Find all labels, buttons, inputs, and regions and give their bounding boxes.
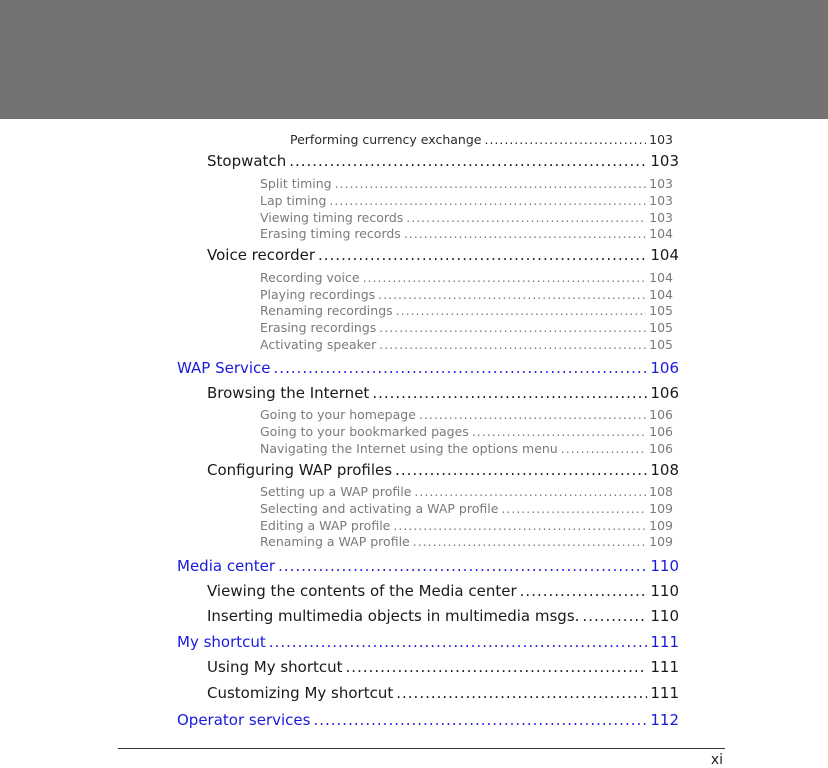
toc-entry-page: 105 — [649, 303, 673, 318]
dot-leader — [269, 633, 648, 651]
dot-leader — [346, 658, 648, 676]
dot-leader — [484, 132, 646, 147]
dot-leader — [379, 320, 646, 335]
toc-entry[interactable] — [207, 152, 679, 170]
toc-entry-label: WAP Service — [177, 359, 271, 377]
toc-entry[interactable] — [260, 320, 673, 335]
dot-leader — [396, 303, 646, 318]
toc-entry-label: Inserting multimedia objects in multimedia msgs. — [207, 607, 580, 625]
dot-leader — [419, 407, 646, 422]
toc-entry-page: 109 — [649, 501, 673, 516]
dot-leader — [335, 176, 647, 191]
toc-entry-page: 103 — [649, 210, 673, 225]
toc-entry[interactable] — [207, 658, 679, 676]
toc-entry-label: Configuring WAP profiles — [207, 461, 393, 479]
page-number: xi — [710, 752, 723, 768]
dot-leader — [372, 384, 647, 402]
toc-entry-label: Recording voice — [260, 270, 360, 285]
toc-entry-page: 105 — [649, 320, 673, 335]
toc-entry-page: 106 — [650, 384, 679, 402]
toc-chapter-link[interactable] — [177, 557, 679, 575]
toc-entry-label: Customizing My shortcut — [207, 684, 394, 702]
toc-chapter-link[interactable] — [177, 711, 679, 729]
footer-rule — [118, 748, 725, 749]
toc-entry[interactable] — [290, 132, 673, 147]
dot-leader — [313, 711, 647, 729]
toc-entry[interactable] — [260, 303, 673, 318]
dot-leader — [289, 152, 647, 170]
toc-entry[interactable] — [207, 461, 679, 479]
toc-entry-label: Erasing recordings — [260, 320, 377, 335]
toc-entry-label: Editing a WAP profile — [260, 518, 391, 533]
toc-entry-label: Performing currency exchange — [290, 132, 482, 147]
dot-leader — [393, 518, 646, 533]
dot-leader — [318, 246, 647, 264]
toc-entry-page: 104 — [650, 246, 679, 264]
toc-entry-label: Media center — [177, 557, 276, 575]
toc-entry-page: 111 — [650, 633, 679, 651]
toc-entry-label: Split timing — [260, 176, 332, 191]
toc-entry[interactable] — [260, 534, 673, 549]
toc-entry[interactable] — [260, 287, 673, 302]
dot-leader — [414, 484, 646, 499]
toc-entry[interactable] — [207, 607, 679, 625]
toc-entry-page: 108 — [649, 484, 673, 499]
toc-entry-label: Going to your bookmarked pages — [260, 424, 469, 439]
toc-entry[interactable] — [260, 337, 673, 352]
toc-entry[interactable] — [207, 582, 679, 600]
toc-entry-page: 104 — [649, 287, 673, 302]
toc-entry-label: Browsing the Internet — [207, 384, 370, 402]
toc-entry-label: Selecting and activating a WAP profile — [260, 501, 499, 516]
toc-entry[interactable] — [260, 270, 673, 285]
toc-entry[interactable] — [260, 407, 673, 422]
toc-entry-page: 109 — [649, 518, 673, 533]
toc-entry-page: 103 — [649, 132, 673, 147]
dot-leader — [406, 210, 646, 225]
toc-entry-page: 103 — [650, 152, 679, 170]
toc-entry[interactable] — [260, 441, 673, 456]
toc-entry-label: My shortcut — [177, 633, 266, 651]
toc-entry[interactable] — [260, 193, 673, 208]
dot-leader — [278, 557, 647, 575]
dot-leader — [378, 287, 646, 302]
toc-entry-page: 106 — [649, 424, 673, 439]
toc-entry-label: Operator services — [177, 711, 311, 729]
toc-entry-page: 112 — [650, 711, 679, 729]
toc-entry-page: 106 — [649, 441, 673, 456]
toc-entry[interactable] — [207, 384, 679, 402]
dot-leader — [396, 684, 647, 702]
toc-entry-label: Going to your homepage — [260, 407, 416, 422]
toc-entry[interactable] — [260, 484, 673, 499]
toc-entry-label: Viewing the contents of the Media center — [207, 582, 517, 600]
dot-leader — [274, 359, 648, 377]
toc-chapter-link[interactable] — [177, 633, 679, 651]
toc-entry-label: Setting up a WAP profile — [260, 484, 412, 499]
toc-entry-page: 103 — [649, 193, 673, 208]
dot-leader — [561, 441, 646, 456]
toc-entry-page: 108 — [650, 461, 679, 479]
toc-entry-label: Voice recorder — [207, 246, 315, 264]
toc-entry-label: Erasing timing records — [260, 226, 401, 241]
dot-leader — [472, 424, 646, 439]
toc-chapter-link[interactable] — [177, 359, 679, 377]
toc-entry-page: 110 — [650, 607, 679, 625]
dot-leader — [363, 270, 647, 285]
toc-entry[interactable] — [207, 246, 679, 264]
toc-entry-page: 111 — [650, 684, 679, 702]
toc-entry[interactable] — [260, 176, 673, 191]
toc-entry[interactable] — [260, 518, 673, 533]
toc-entry-page: 111 — [650, 658, 679, 676]
dot-leader — [501, 501, 646, 516]
toc-entry-label: Using My shortcut — [207, 658, 343, 676]
toc-entry[interactable] — [260, 424, 673, 439]
toc-entry-page: 106 — [650, 359, 679, 377]
toc-entry[interactable] — [260, 501, 673, 516]
dot-leader — [520, 582, 648, 600]
toc-entry-page: 110 — [650, 557, 679, 575]
dot-leader — [395, 461, 647, 479]
toc-entry[interactable] — [260, 210, 673, 225]
dot-leader — [582, 607, 647, 625]
toc-entry-label: Stopwatch — [207, 152, 287, 170]
toc-entry-label: Playing recordings — [260, 287, 376, 302]
toc-entry-page: 104 — [649, 270, 673, 285]
toc-entry-label: Renaming recordings — [260, 303, 393, 318]
toc-entry-page: 104 — [649, 226, 673, 241]
toc-entry-page: 103 — [649, 176, 673, 191]
toc-entry-label: Activating speaker — [260, 337, 377, 352]
toc-entry[interactable] — [207, 684, 679, 702]
toc-entry-label: Navigating the Internet using the options menu — [260, 441, 558, 456]
toc-entry-label: Renaming a WAP profile — [260, 534, 410, 549]
dot-leader — [329, 193, 646, 208]
toc-entry-page: 106 — [649, 407, 673, 422]
toc-entry-page: 105 — [649, 337, 673, 352]
toc-entry[interactable] — [260, 226, 673, 241]
toc-entry-label: Lap timing — [260, 193, 327, 208]
dot-leader — [379, 337, 646, 352]
toc-entry-page: 110 — [650, 582, 679, 600]
toc-entry-label: Viewing timing records — [260, 210, 404, 225]
toc-entry-page: 109 — [649, 534, 673, 549]
dot-leader — [413, 534, 646, 549]
dot-leader — [404, 226, 646, 241]
